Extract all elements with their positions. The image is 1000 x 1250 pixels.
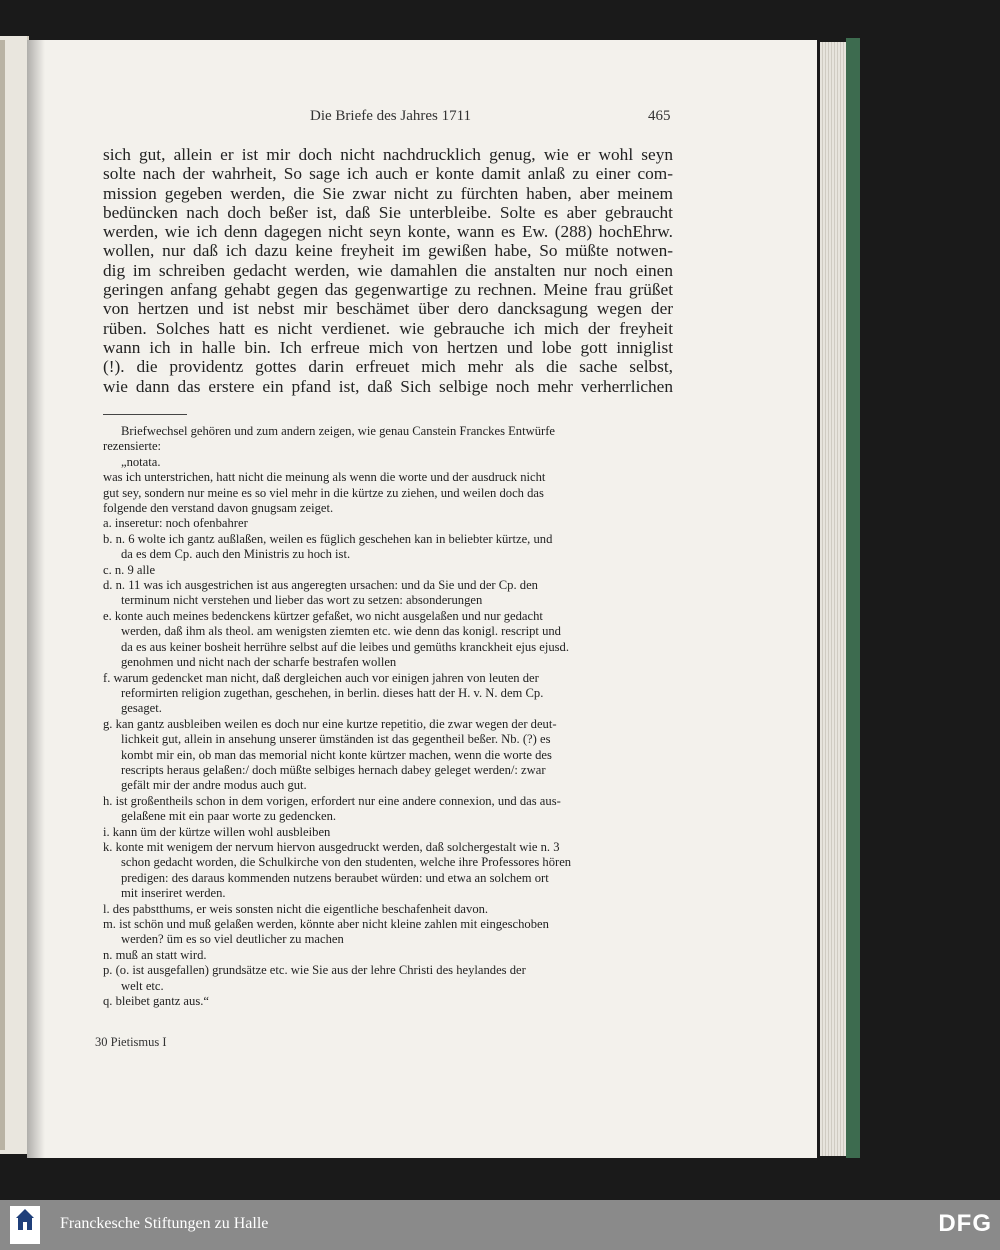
- footnote-line: d. n. 11 was ich ausgestrichen ist aus angeregten ursachen: und da Sie und der Cp. den: [103, 578, 538, 593]
- footnote-line: Briefwechsel gehören und zum andern zeigen, wie genau Canstein Franckes Entwürfe: [121, 424, 555, 438]
- page-number: 465: [648, 108, 671, 124]
- footnote-line: da es aus keiner bosheit herrühre selbst auf die leibes und gemüths kranckheit ejus ejusd.: [121, 639, 570, 654]
- main-text: [103, 145, 673, 396]
- footnote-line: p. (o. ist ausgefallen) grundsätze etc. wie Sie aus der lehre Christi des heylandes der: [103, 963, 526, 978]
- signature-mark: 30 Pietismus I: [95, 1035, 167, 1049]
- footnote-line: welt etc.: [121, 978, 164, 993]
- body-line: wann ich in halle bin. Ich erfreue mich von hertzen und lobe gott inniglist: [103, 337, 673, 357]
- footnote-line: lichkeit gut, allein in ansehung unserer ümständen ist das gegentheil beßer. Nb. (?) es: [121, 732, 551, 747]
- footnote-line: gelaßene mit ein paar worte zu gedencken.: [121, 809, 337, 824]
- page-gutter-shadow: [27, 40, 45, 1158]
- footnote-line: terminum nicht verstehen und lieber das wort zu setzen: absonderungen: [121, 593, 483, 608]
- body-line: dig im schreiben gedacht werden, wie damahlen die anstalten nur noch einen: [103, 260, 673, 280]
- footnote-line: rezensierte:: [103, 439, 162, 454]
- footnote-line: m. ist schön und muß gelaßen werden, könnte aber nicht kleine zahlen mit eingeschoben: [103, 917, 549, 931]
- footnote-line: reformirten religion zugethan, geschehen, in berlin. dieses hatt der H. v. N. dem Cp.: [121, 685, 544, 700]
- footnote-line: i. kann üm der kürtze willen wohl ausbleiben: [103, 824, 331, 839]
- footnote-line: predigen: des daraus kommenden nutzens beraubet würden: und etwa an solchem ort: [121, 870, 549, 885]
- body-line: rüben. Solches hatt es nicht verdienet. wie gebrauche ich mich der freyheit: [103, 318, 673, 338]
- footnote-line: genohmen und nicht nach der scharfe bestrafen wollen: [121, 655, 397, 670]
- body-line: solte nach der wahrheit, So sage ich auch er konte damit anlaß zu einer com-: [103, 164, 673, 184]
- footnote-line: schon gedacht worden, die Schulkirche von den studenten, welche ihre Professores hören: [121, 855, 572, 870]
- footnote-rule: [103, 414, 187, 415]
- footnote-line: k. konte mit wenigem der nervum hiervon ausgedruckt werden, daß solchergestalt wie n. 3: [103, 839, 560, 854]
- footnote-line: mit inseriret werden.: [121, 886, 226, 901]
- body-line: bedüncken nach doch beßer ist, daß Sie unterbleibe. Solte es aber gebraucht: [103, 202, 673, 222]
- footnote-line: was ich unterstrichen, hatt nicht die meinung als wenn die worte und der ausdruck nicht: [103, 470, 546, 485]
- footnote-line: c. n. 9 alle: [103, 562, 156, 577]
- footnote-line: h. ist großentheils schon in dem vorigen, erfordert nur eine andere connexion, und das aus-: [103, 793, 561, 808]
- footnote-line: gesaget.: [121, 701, 162, 716]
- footnote-line: g. kan gantz ausbleiben weilen es doch nur eine kurtze repetitio, die zwar wegen der deut-: [103, 716, 557, 731]
- book-cover-edge: [846, 38, 860, 1158]
- footnote-line: n. muß an statt wird.: [103, 947, 207, 962]
- footnote-line: werden? üm es so viel deutlicher zu machen: [121, 932, 344, 947]
- footnote-line: folgende den verstand davon gnugsam zeiget.: [103, 501, 334, 516]
- body-line: sich gut, allein er ist mir doch nicht nachdrucklich genug, wie er wohl seyn: [103, 145, 673, 164]
- footnotes: [103, 424, 673, 1009]
- footnote-line: a. inseretur: noch ofenbahrer: [103, 516, 248, 531]
- footnote-line: kombt mir ein, ob man das memorial nicht konte kürtzer machen, wenn die worte des: [121, 747, 552, 762]
- footnote-line: e. konte auch meines bedenckens kürtzer gefaßet, wo nicht ausgelaßen und nur gedacht: [103, 608, 543, 623]
- footnote-line: b. n. 6 wolte ich gantz außlaßen, weilen es füglich geschehen kan in beliebter kürtze, und: [103, 531, 553, 546]
- footnote-line: rescripts heraus gelaßen:/ doch müßte selbiges hernach dabey geleget werden/: zwar: [121, 762, 546, 777]
- left-page-edge: [0, 40, 5, 1150]
- footnote-line: „notata.: [121, 454, 161, 469]
- body-line: geringen anfang gehabt gegen das gegenwartige zu rechnen. Meine frau grüßet: [103, 280, 673, 300]
- body-line: mission gegeben werden, die Sie zwar nicht zu fürchten haben, aber meinem: [103, 183, 673, 203]
- body-line: (!). die providentz gottes darin erfreuet mich mehr als die sache selbst,: [103, 357, 673, 377]
- footnote-line: l. des pabstthums, er weis sonsten nicht die eigentliche beschafenheit davon.: [103, 901, 489, 916]
- institution-logo-icon: [10, 1206, 40, 1244]
- dfg-logo: DFG: [938, 1210, 992, 1237]
- running-header: Die Briefe des Jahres 1711: [310, 108, 472, 124]
- footnote-line: werden, daß ihm als theol. am wenigsten ziemten etc. wie denn das konigl. rescript und: [121, 624, 561, 639]
- body-line: wie dann das erstere ein pfand ist, daß Sich selbige noch mehr verherrlichen: [103, 376, 673, 396]
- footnote-line: f. warum gedencket man nicht, daß dergleichen auch vor einigen jahren von leuten der: [103, 670, 539, 685]
- footnote-line: da es dem Cp. auch den Ministris zu hoch ist.: [121, 547, 351, 562]
- footnote-line: gut sey, sondern nur meine es so viel mehr in die kürtze zu ziehen, und weilen doch das: [103, 485, 544, 500]
- body-line: wollen, nur daß ich dazu keine freyheit im gewißen habe, So müßte notwen-: [103, 241, 673, 261]
- footnote-line: q. bleibet gantz aus.“: [103, 994, 209, 1009]
- footnote-line: gefält mir der andre modus auch gut.: [121, 778, 307, 793]
- institution-name: Franckesche Stiftungen zu Halle: [60, 1215, 269, 1232]
- body-line: von hertzen und ist nebst mir beschämet über dero dancksagung wegen der: [103, 299, 673, 319]
- body-line: werden, wie ich denn dagegen nicht seyn konte, wann es Ew. (288) hochEhrw.: [103, 222, 673, 242]
